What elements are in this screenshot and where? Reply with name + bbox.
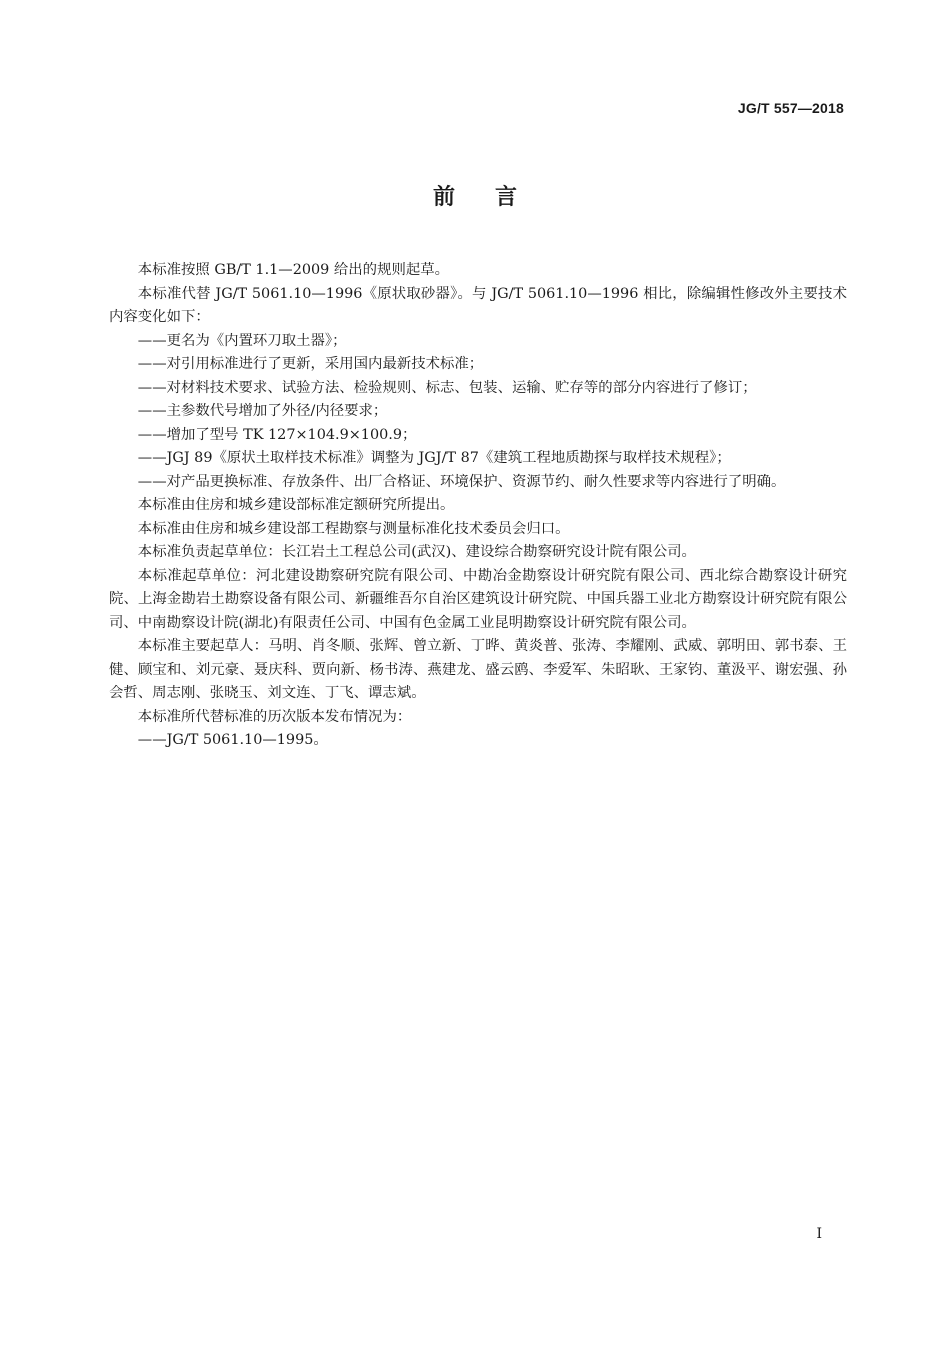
paragraph: 本标准起草单位：河北建设勘察研究院有限公司、中勘冶金勘察设计研究院有限公司、西北综合勘察设计研究院、上海金勘岩土勘察设备有限公司、新疆维吾尔自治区建筑设计研究院、中国兵器工业北方勘察设计研究院有限公司、中南勘察设计院(湖北)有限责任公司、中国有色金属工业昆明勘察设计研究院有限公司。 (109, 567, 847, 631)
standard-code: JG/T 557—2018 (737, 100, 844, 116)
paragraph: 本标准主要起草人：马明、肖冬顺、张辉、曾立新、丁晔、黄炎普、张涛、李耀刚、武威、郭明田、郭书泰、王健、顾宝和、刘元豪、聂庆科、贾向新、杨书涛、燕建龙、盛云鸥、李爱军、朱昭耿、王家钧、董汲平、谢宏强、孙会哲、周志刚、张晓玉、刘文连、丁飞、谭志斌。 (109, 638, 847, 701)
change-item: ——对产品更换标准、存放条件、出厂合格证、环境保护、资源节约、耐久性要求等内容进行了明确。 (137, 473, 786, 490)
change-item: ——对引用标准进行了更新，采用国内最新技术标准； (137, 356, 484, 372)
foreword-body (109, 259, 847, 753)
change-item: ——增加了型号 TK 127×104.9×100.9； (137, 426, 417, 443)
history-item: ——JG/T 5061.10—1995。 (137, 732, 328, 748)
change-item: ——主参数代号增加了外径/内径要求； (137, 403, 388, 419)
paragraph: 本标准由住房和城乡建设部工程勘察与测量标准化技术委员会归口。 (137, 520, 570, 537)
change-item: ——更名为《内置环刀取土器》； (137, 332, 347, 349)
paragraph: 本标准所代替标准的历次版本发布情况为： (137, 708, 412, 725)
paragraph: 本标准由住房和城乡建设部标准定额研究所提出。 (137, 497, 455, 513)
page-title: 前言 (432, 185, 557, 210)
paragraph: 本标准负责起草单位：长江岩土工程总公司(武汉)、建设综合勘察研究设计院有限公司。 (137, 544, 696, 560)
change-item: ——对材料技术要求、试验方法、检验规则、标志、包装、运输、贮存等的部分内容进行了修订； (137, 379, 757, 396)
change-item: ——JGJ 89《原状土取样技术标准》调整为 JGJ/T 87《建筑工程地质勘探与取样技术规程》； (137, 450, 731, 466)
paragraph: 本标准代替 JG/T 5061.10—1996《原状取砂器》。与 JG/T 5061.10—1996 相比，除编辑性修改外主要技术内容变化如下： (109, 285, 847, 325)
page-number: I (816, 1226, 822, 1242)
paragraph: 本标准按照 GB/T 1.1—2009 给出的规则起草。 (137, 262, 450, 278)
